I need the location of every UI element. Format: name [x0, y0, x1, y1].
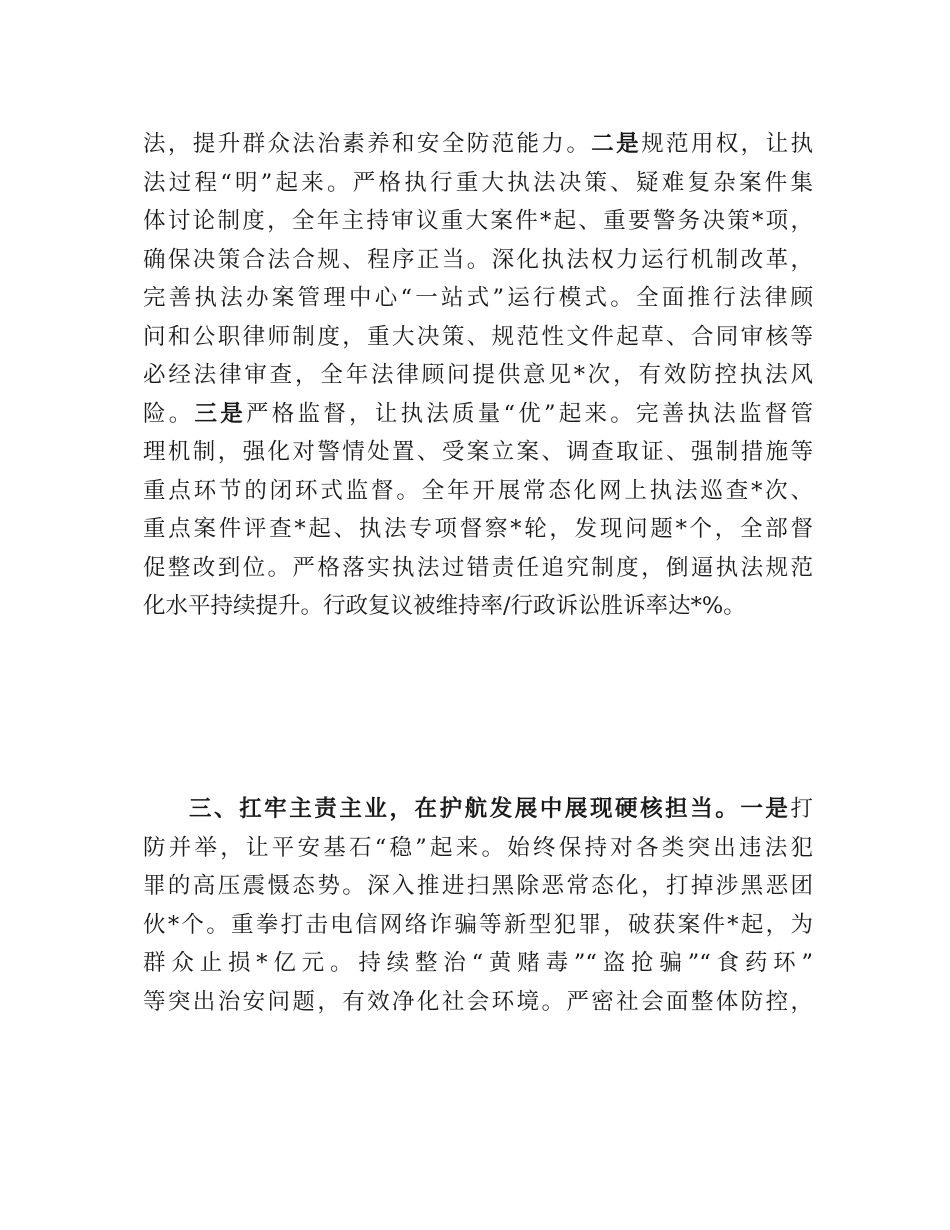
text-line	[143, 433, 813, 472]
text-line	[143, 318, 813, 357]
bold-text-run: 三、扛牢主责主业，在护航发展中展现硬核担当。一是	[189, 796, 791, 822]
text-line	[143, 983, 813, 1022]
text-run: 法，提升群众法治素养和安全防范能力。	[143, 131, 592, 157]
text-run: 罪的高压震慑态势。深入推进扫黑除恶常态化，打掉涉黑恶团	[143, 873, 813, 899]
text-line	[143, 356, 813, 395]
text-line	[143, 125, 813, 164]
text-run: 防并举，让平安基石“稳”起来。始终保持对各类突出违法犯	[143, 834, 813, 861]
text-run: 化水平持续提升。行政复议被维持率/行政诉讼胜诉率达*%。	[143, 593, 746, 619]
text-line	[143, 510, 813, 549]
text-run: 确保决策合法合规、程序正当。深化执法权力运行机制改革，	[143, 246, 813, 273]
text-run: 完善执法办案管理中心“一站式”运行模式。全面推行法律顾	[143, 285, 813, 311]
paragraph-main-duties	[143, 790, 813, 1021]
text-run: 理机制，强化对警情处置、受案立案、调查取证、强制措施等	[143, 439, 813, 465]
text-line	[143, 867, 813, 906]
text-run: 促整改到位。严格落实执法过错责任追究制度，倒逼执法规范	[143, 554, 813, 581]
bold-text-run: 三是	[194, 400, 246, 427]
text-run: 群众止损*亿元。持续整治“黄赌毒”“盗抢骗”“食药环”	[143, 950, 813, 976]
text-line	[143, 241, 813, 280]
text-run: 体讨论制度，全年主持审议重大案件*起、重要警务决策*项，	[143, 208, 813, 234]
text-run: 重点案件评查*起、执法专项督察*轮，发现问题*个，全部督	[143, 516, 813, 542]
text-run: 法过程“明”起来。严格执行重大执法决策、疑难复杂案件集	[143, 169, 813, 196]
text-line	[143, 829, 813, 868]
text-line	[143, 587, 813, 626]
text-run: 打	[790, 796, 813, 822]
text-run: 严格监督，让执法质量“优”起来。完善执法监督管	[246, 400, 813, 427]
text-line	[143, 944, 813, 983]
text-run: 伙*个。重拳打击电信网络诈骗等新型犯罪，破获案件*起，为	[143, 911, 813, 938]
text-run: 必经法律审查，全年法律顾问提供意见*次，有效防控执法风	[143, 362, 813, 388]
text-line	[143, 395, 813, 434]
text-line	[143, 549, 813, 588]
text-line	[143, 164, 813, 203]
text-line	[143, 202, 813, 241]
text-run: 重点环节的闭环式监督。全年开展常态化网上执法巡查*次、	[143, 477, 813, 504]
text-run: 规范用权，让执	[641, 131, 813, 157]
text-run: 问和公职律师制度，重大决策、规范性文件起草、合同审核等	[143, 323, 813, 350]
text-line	[143, 279, 813, 318]
paragraph-law-enforcement	[143, 125, 813, 626]
text-line	[143, 472, 813, 511]
text-line	[143, 906, 813, 945]
text-run: 险。	[143, 400, 195, 427]
text-run: 等突出治安问题，有效净化社会环境。严密社会面整体防控，	[143, 988, 813, 1015]
bold-text-run: 二是	[591, 131, 642, 157]
text-line	[143, 790, 813, 829]
